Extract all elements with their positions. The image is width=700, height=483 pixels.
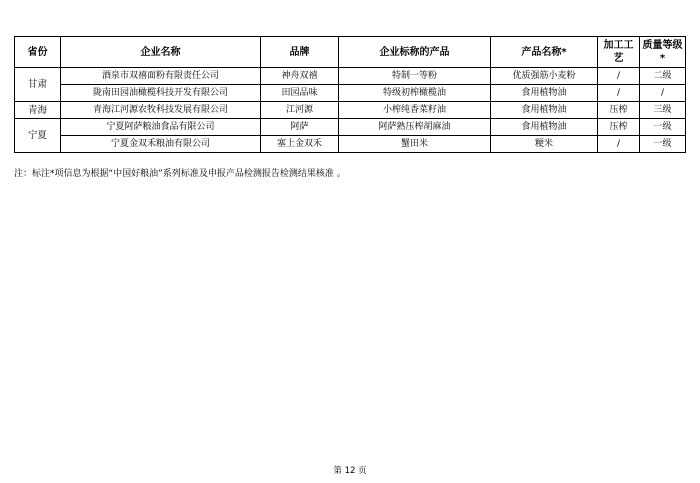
process-cell: / (598, 85, 640, 102)
company-cell: 宁夏阿萨粮油食品有限公司 (61, 119, 261, 136)
product-name-cell: 食用植物油 (491, 102, 598, 119)
table-row (15, 102, 686, 119)
header-product-name: 产品名称* (491, 37, 598, 68)
header-declared-product: 企业标称的产品 (339, 37, 491, 68)
table-footnote: 注：标注*项信息为根据“中国好粮油”系列标准及申报产品检测报告检测结果核准 。 (14, 169, 346, 179)
company-cell: 宁夏金双禾粮油有限公司 (61, 136, 261, 153)
header-process: 加工工艺 (598, 37, 640, 68)
declared-product-cell: 特级初榨橄榄油 (339, 85, 491, 102)
product-name-cell: 优质强筋小麦粉 (491, 68, 598, 85)
grade-cell: / (640, 85, 686, 102)
company-cell: 青海江河源农牧科技发展有限公司 (61, 102, 261, 119)
company-cell: 酒泉市双禧面粉有限责任公司 (61, 68, 261, 85)
table-row (15, 68, 686, 85)
grade-cell: 一级 (640, 136, 686, 153)
declared-product-cell: 蟹田米 (339, 136, 491, 153)
process-cell: 压榨 (598, 102, 640, 119)
page-number: 第 12 页 (333, 466, 367, 476)
table-row (15, 85, 686, 102)
grade-cell: 一级 (640, 119, 686, 136)
table-row (15, 136, 686, 153)
declared-product-cell: 阿萨熟压榨胡麻油 (339, 119, 491, 136)
brand-cell: 塞上金双禾 (261, 136, 339, 153)
declared-product-cell: 小榨纯香菜籽油 (339, 102, 491, 119)
product-name-cell: 食用植物油 (491, 85, 598, 102)
header-brand: 品牌 (261, 37, 339, 68)
province-cell: 甘肃 (15, 68, 61, 102)
process-cell: 压榨 (598, 119, 640, 136)
product-name-cell: 食用植物油 (491, 119, 598, 136)
brand-cell: 阿萨 (261, 119, 339, 136)
company-cell: 陇南田园油橄榄科技开发有限公司 (61, 85, 261, 102)
province-cell: 宁夏 (15, 119, 61, 153)
grade-cell: 二级 (640, 68, 686, 85)
brand-cell: 神舟双禧 (261, 68, 339, 85)
province-cell: 青海 (15, 102, 61, 119)
brand-cell: 田园品味 (261, 85, 339, 102)
brand-cell: 江河源 (261, 102, 339, 119)
product-table (14, 36, 686, 153)
header-company: 企业名称 (61, 37, 261, 68)
process-cell: / (598, 68, 640, 85)
table-row (15, 119, 686, 136)
process-cell: / (598, 136, 640, 153)
header-province: 省份 (15, 37, 61, 68)
declared-product-cell: 特制一等粉 (339, 68, 491, 85)
product-name-cell: 粳米 (491, 136, 598, 153)
grade-cell: 三级 (640, 102, 686, 119)
table-header-row (15, 37, 686, 68)
header-grade: 质量等级* (640, 37, 686, 68)
